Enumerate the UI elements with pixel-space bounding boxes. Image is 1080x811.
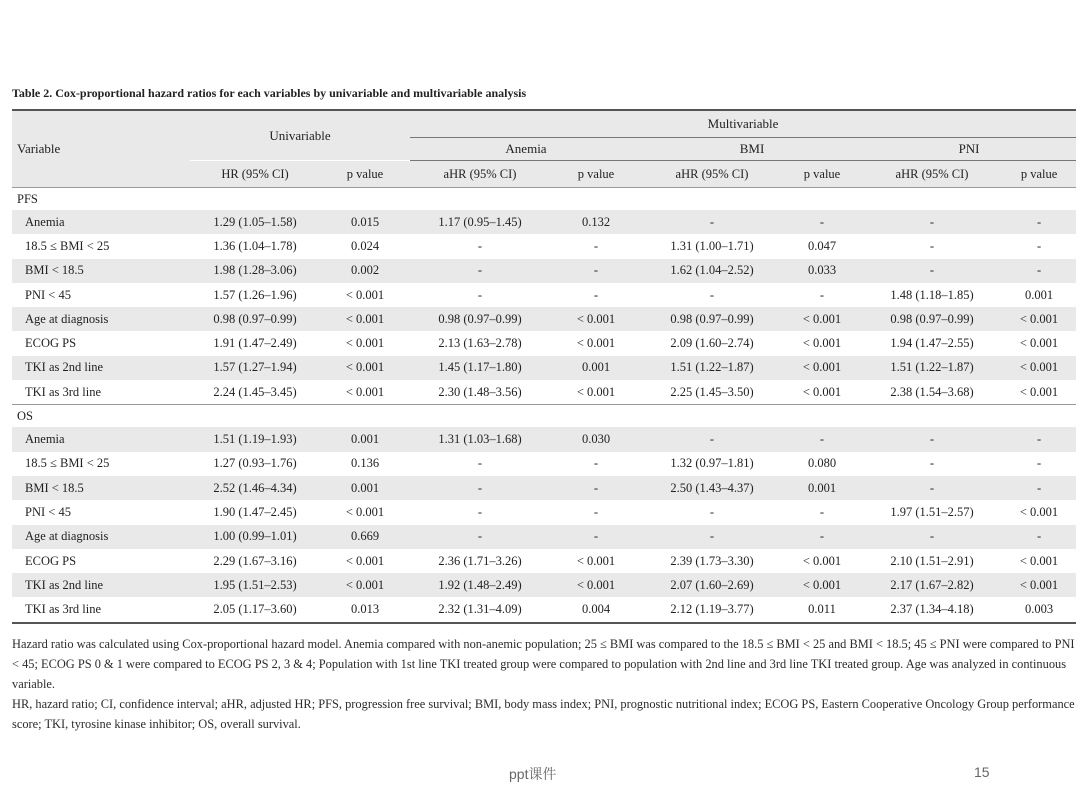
section-label: OS xyxy=(12,405,1076,428)
anemia-ahr-cell: 1.31 (1.03–1.68) xyxy=(410,427,550,451)
uni-p-cell: < 0.001 xyxy=(320,573,410,597)
pni-ahr-cell: 2.17 (1.67–2.82) xyxy=(862,573,1002,597)
table-row xyxy=(12,476,1076,500)
uni-p-cell: < 0.001 xyxy=(320,356,410,380)
bmi-ahr-cell: - xyxy=(642,525,782,549)
pni-p-cell: 0.003 xyxy=(1002,597,1076,622)
footnote-methods: Hazard ratio was calculated using Cox-proportional hazard model. Anemia compared with non-anemic population; 25 ≤ BMI was compared to the 18.5 ≤ BMI < 25 and BMI < 18.5; 45 ≤ PNI were compared to PNI < 45; ECOG PS 0 & 1 were compared to ECOG PS 2, 3 & 4; Population with 1st line TKI treated group were compared to population with 2nd line and 3rd line TKI treated group. Age was analyzed in continuous variable. xyxy=(12,637,1075,691)
uni-hr-cell: 1.98 (1.28–3.06) xyxy=(190,259,320,283)
bmi-ahr-cell: - xyxy=(642,210,782,234)
pni-ahr-cell: 2.10 (1.51–2.91) xyxy=(890,553,974,568)
variable-cell: TKI as 3rd line xyxy=(25,384,102,399)
variable-cell: 18.5 ≤ BMI < 25 xyxy=(25,456,110,471)
pni-ahr-cell: - xyxy=(862,427,1002,451)
uni-hr-cell: 1.51 (1.19–1.93) xyxy=(190,427,320,451)
pni-ahr-cell: - xyxy=(862,210,1002,234)
anemia-ahr-cell: 1.17 (0.95–1.45) xyxy=(410,210,550,234)
uni-p-cell: < 0.001 xyxy=(345,553,385,568)
anemia-ahr-cell: - xyxy=(410,525,550,549)
univariable-header: Univariable xyxy=(190,110,410,161)
anemia-p-cell: 0.004 xyxy=(550,597,642,622)
anemia-ahr-header: aHR (95% CI) xyxy=(410,161,550,188)
bmi-ahr-cell: 1.32 (0.97–1.81) xyxy=(670,456,754,471)
table-row xyxy=(12,380,1076,405)
uni-hr-cell: 2.24 (1.45–3.45) xyxy=(213,384,297,399)
anemia-ahr-cell: 2.32 (1.31–4.09) xyxy=(410,597,550,622)
table-header xyxy=(12,110,1076,188)
pni-ahr-cell: 1.94 (1.47–2.55) xyxy=(890,336,974,351)
uni-hr-cell: 1.57 (1.26–1.96) xyxy=(213,287,297,302)
bmi-ahr-cell: 2.09 (1.60–2.74) xyxy=(670,336,754,351)
table-row xyxy=(12,500,1076,524)
table-row xyxy=(12,597,1076,622)
table-row xyxy=(12,259,1076,283)
bmi-ahr-cell: - xyxy=(709,504,715,519)
bmi-ahr-cell: - xyxy=(642,427,782,451)
footnote-abbreviations: HR, hazard ratio; CI, confidence interval; aHR, adjusted HR; PFS, progression free survival; BMI, body mass index; PNI, prognostic nutritional index; ECOG PS, Eastern Cooperative Oncology Group performance score; TKI, tyrosine kinase inhibitor; OS, overall survival. xyxy=(12,697,1075,731)
anemia-ahr-cell: - xyxy=(477,287,483,302)
bmi-p-cell: 0.047 xyxy=(807,238,837,253)
bmi-p-cell: 0.001 xyxy=(782,476,862,500)
pni-p-cell: - xyxy=(1036,238,1042,253)
anemia-model-header: Anemia xyxy=(410,138,642,161)
bmi-p-cell: - xyxy=(782,525,862,549)
variable-cell: 18.5 ≤ BMI < 25 xyxy=(25,238,110,253)
variable-cell: TKI as 2nd line xyxy=(12,573,190,597)
pni-p-cell: < 0.001 xyxy=(1019,553,1059,568)
bmi-model-header: BMI xyxy=(642,138,862,161)
variable-cell: PNI < 45 xyxy=(25,287,71,302)
variable-cell: TKI as 2nd line xyxy=(12,356,190,380)
bmi-p-cell: - xyxy=(782,427,862,451)
bmi-p-cell: < 0.001 xyxy=(782,573,862,597)
anemia-p-cell: < 0.001 xyxy=(576,384,616,399)
bmi-p-cell: - xyxy=(782,210,862,234)
anemia-p-cell: < 0.001 xyxy=(550,573,642,597)
bmi-ahr-cell: 2.12 (1.19–3.77) xyxy=(642,597,782,622)
bmi-p-cell: < 0.001 xyxy=(782,356,862,380)
uni-p-cell: 0.136 xyxy=(350,456,380,471)
variable-cell: TKI as 3rd line xyxy=(12,597,190,622)
bmi-ahr-cell: 0.98 (0.97–0.99) xyxy=(642,307,782,331)
uni-p-cell: < 0.001 xyxy=(345,504,385,519)
pni-ahr-cell: 2.37 (1.34–4.18) xyxy=(862,597,1002,622)
anemia-ahr-cell: 0.98 (0.97–0.99) xyxy=(410,307,550,331)
pni-ahr-cell: 1.48 (1.18–1.85) xyxy=(890,287,974,302)
uni-p-cell: 0.001 xyxy=(320,476,410,500)
anemia-ahr-cell: 2.30 (1.48–3.56) xyxy=(438,384,522,399)
anemia-ahr-cell: 1.45 (1.17–1.80) xyxy=(410,356,550,380)
table-row xyxy=(12,427,1076,451)
pni-p-cell: < 0.001 xyxy=(1019,384,1059,399)
pni-ahr-cell: 1.51 (1.22–1.87) xyxy=(862,356,1002,380)
multivariable-header: Multivariable xyxy=(410,110,1076,138)
pni-p-cell: - xyxy=(1036,456,1042,471)
bmi-p-cell: 0.033 xyxy=(782,259,862,283)
variable-cell: ECOG PS xyxy=(25,553,77,568)
uni-p-header: p value xyxy=(320,161,410,188)
pni-p-cell: < 0.001 xyxy=(1019,504,1059,519)
anemia-p-cell: - xyxy=(550,525,642,549)
pni-ahr-cell: - xyxy=(929,238,935,253)
anemia-ahr-cell: 2.13 (1.63–2.78) xyxy=(438,336,522,351)
table-row xyxy=(12,331,1076,355)
pni-ahr-cell: 1.97 (1.51–2.57) xyxy=(890,504,974,519)
variable-cell: Anemia xyxy=(12,210,190,234)
variable-cell: BMI < 18.5 xyxy=(12,259,190,283)
pni-model-header: PNI xyxy=(862,138,1076,161)
bmi-p-cell: 0.080 xyxy=(807,456,837,471)
uni-p-cell: 0.024 xyxy=(350,238,380,253)
variable-cell: Age at diagnosis xyxy=(12,525,190,549)
anemia-ahr-cell: - xyxy=(410,476,550,500)
table-row xyxy=(12,525,1076,549)
anemia-p-cell: - xyxy=(593,456,599,471)
uni-p-cell: < 0.001 xyxy=(320,307,410,331)
anemia-p-cell: 0.132 xyxy=(550,210,642,234)
bmi-ahr-cell: 2.39 (1.73–3.30) xyxy=(670,553,754,568)
pni-ahr-cell: - xyxy=(862,476,1002,500)
bmi-p-cell: < 0.001 xyxy=(802,553,842,568)
anemia-p-cell: < 0.001 xyxy=(550,307,642,331)
uni-p-cell: < 0.001 xyxy=(345,384,385,399)
section-row xyxy=(12,188,1076,211)
table-footnote xyxy=(12,634,1078,734)
table-row xyxy=(12,283,1076,307)
table-row xyxy=(12,307,1076,331)
uni-hr-cell: 0.98 (0.97–0.99) xyxy=(190,307,320,331)
uni-hr-cell: 1.27 (0.93–1.76) xyxy=(213,456,297,471)
table-row xyxy=(12,549,1076,573)
uni-hr-cell: 1.00 (0.99–1.01) xyxy=(190,525,320,549)
variable-cell: Age at diagnosis xyxy=(12,307,190,331)
table-row xyxy=(12,573,1076,597)
table-row xyxy=(12,452,1076,476)
bmi-ahr-cell: 1.51 (1.22–1.87) xyxy=(642,356,782,380)
anemia-p-cell: 0.030 xyxy=(550,427,642,451)
anemia-p-cell: - xyxy=(550,476,642,500)
anemia-p-cell: 0.001 xyxy=(550,356,642,380)
section-label: PFS xyxy=(12,188,1076,211)
pni-p-cell: < 0.001 xyxy=(1019,336,1059,351)
bmi-ahr-cell: 1.31 (1.00–1.71) xyxy=(670,238,754,253)
anemia-ahr-cell: 2.36 (1.71–3.26) xyxy=(438,553,522,568)
uni-p-cell: 0.015 xyxy=(320,210,410,234)
uni-p-cell: < 0.001 xyxy=(345,336,385,351)
bmi-p-cell: < 0.001 xyxy=(802,336,842,351)
pni-p-cell: 0.001 xyxy=(1024,287,1054,302)
variable-column-header: Variable xyxy=(12,110,190,188)
anemia-p-cell: - xyxy=(550,259,642,283)
uni-hr-cell: 2.52 (1.46–4.34) xyxy=(190,476,320,500)
uni-p-cell: 0.002 xyxy=(320,259,410,283)
bmi-ahr-cell: 2.25 (1.45–3.50) xyxy=(670,384,754,399)
bmi-p-cell: < 0.001 xyxy=(802,384,842,399)
anemia-p-cell: - xyxy=(593,504,599,519)
pni-p-cell: - xyxy=(1002,525,1076,549)
anemia-p-header: p value xyxy=(550,161,642,188)
pni-p-cell: - xyxy=(1002,427,1076,451)
bmi-ahr-header: aHR (95% CI) xyxy=(642,161,782,188)
bmi-ahr-cell: 1.62 (1.04–2.52) xyxy=(642,259,782,283)
bmi-p-cell: 0.011 xyxy=(782,597,862,622)
variable-cell: Anemia xyxy=(12,427,190,451)
slide-page-number: 15 xyxy=(974,764,990,780)
bmi-ahr-cell: 2.07 (1.60–2.69) xyxy=(642,573,782,597)
uni-p-cell: 0.669 xyxy=(320,525,410,549)
uni-hr-cell: 1.90 (1.47–2.45) xyxy=(213,504,297,519)
uni-p-cell: 0.013 xyxy=(320,597,410,622)
pni-p-cell: < 0.001 xyxy=(1002,307,1076,331)
uni-hr-cell: 1.95 (1.51–2.53) xyxy=(190,573,320,597)
table-row xyxy=(12,356,1076,380)
pni-p-cell: - xyxy=(1002,476,1076,500)
pni-p-cell: - xyxy=(1002,259,1076,283)
pni-p-cell: < 0.001 xyxy=(1002,573,1076,597)
bmi-ahr-cell: 2.50 (1.43–4.37) xyxy=(642,476,782,500)
uni-hr-cell: 1.29 (1.05–1.58) xyxy=(190,210,320,234)
uni-p-cell: < 0.001 xyxy=(345,287,385,302)
bmi-p-cell: - xyxy=(819,287,825,302)
anemia-p-cell: < 0.001 xyxy=(576,553,616,568)
pni-ahr-cell: - xyxy=(862,525,1002,549)
pni-ahr-cell: 0.98 (0.97–0.99) xyxy=(862,307,1002,331)
uni-hr-cell: 1.36 (1.04–1.78) xyxy=(213,238,297,253)
slide-footer-label: ppt课件 xyxy=(509,766,557,782)
section-row xyxy=(12,405,1076,428)
anemia-p-cell: < 0.001 xyxy=(576,336,616,351)
anemia-p-cell: - xyxy=(593,287,599,302)
pni-p-cell: < 0.001 xyxy=(1002,356,1076,380)
table-row xyxy=(12,234,1076,258)
uni-hr-header: HR (95% CI) xyxy=(190,161,320,188)
table-row xyxy=(12,210,1076,234)
pni-p-cell: - xyxy=(1002,210,1076,234)
pni-ahr-cell: - xyxy=(929,456,935,471)
anemia-ahr-cell: 1.92 (1.48–2.49) xyxy=(410,573,550,597)
table-body xyxy=(12,188,1076,623)
anemia-ahr-cell: - xyxy=(477,238,483,253)
uni-hr-cell: 1.91 (1.47–2.49) xyxy=(213,336,297,351)
bmi-p-cell: < 0.001 xyxy=(782,307,862,331)
pni-ahr-header: aHR (95% CI) xyxy=(862,161,1002,188)
variable-cell: PNI < 45 xyxy=(25,504,71,519)
uni-hr-cell: 1.57 (1.27–1.94) xyxy=(190,356,320,380)
pni-ahr-cell: - xyxy=(862,259,1002,283)
bmi-ahr-cell: - xyxy=(709,287,715,302)
anemia-ahr-cell: - xyxy=(410,259,550,283)
uni-hr-cell: 2.05 (1.17–3.60) xyxy=(190,597,320,622)
anemia-ahr-cell: - xyxy=(477,456,483,471)
hazard-ratio-table xyxy=(12,109,1076,624)
uni-hr-cell: 2.29 (1.67–3.16) xyxy=(213,553,297,568)
uni-p-cell: 0.001 xyxy=(320,427,410,451)
variable-cell: BMI < 18.5 xyxy=(12,476,190,500)
anemia-ahr-cell: - xyxy=(477,504,483,519)
pni-ahr-cell: 2.38 (1.54–3.68) xyxy=(890,384,974,399)
bmi-p-cell: - xyxy=(819,504,825,519)
table-title: Table 2. Cox-proportional hazard ratios for each variables by univariable and multivariable analysis xyxy=(12,86,527,100)
variable-cell: ECOG PS xyxy=(25,336,77,351)
anemia-p-cell: - xyxy=(593,238,599,253)
bmi-p-header: p value xyxy=(782,161,862,188)
pni-p-header: p value xyxy=(1002,161,1076,188)
